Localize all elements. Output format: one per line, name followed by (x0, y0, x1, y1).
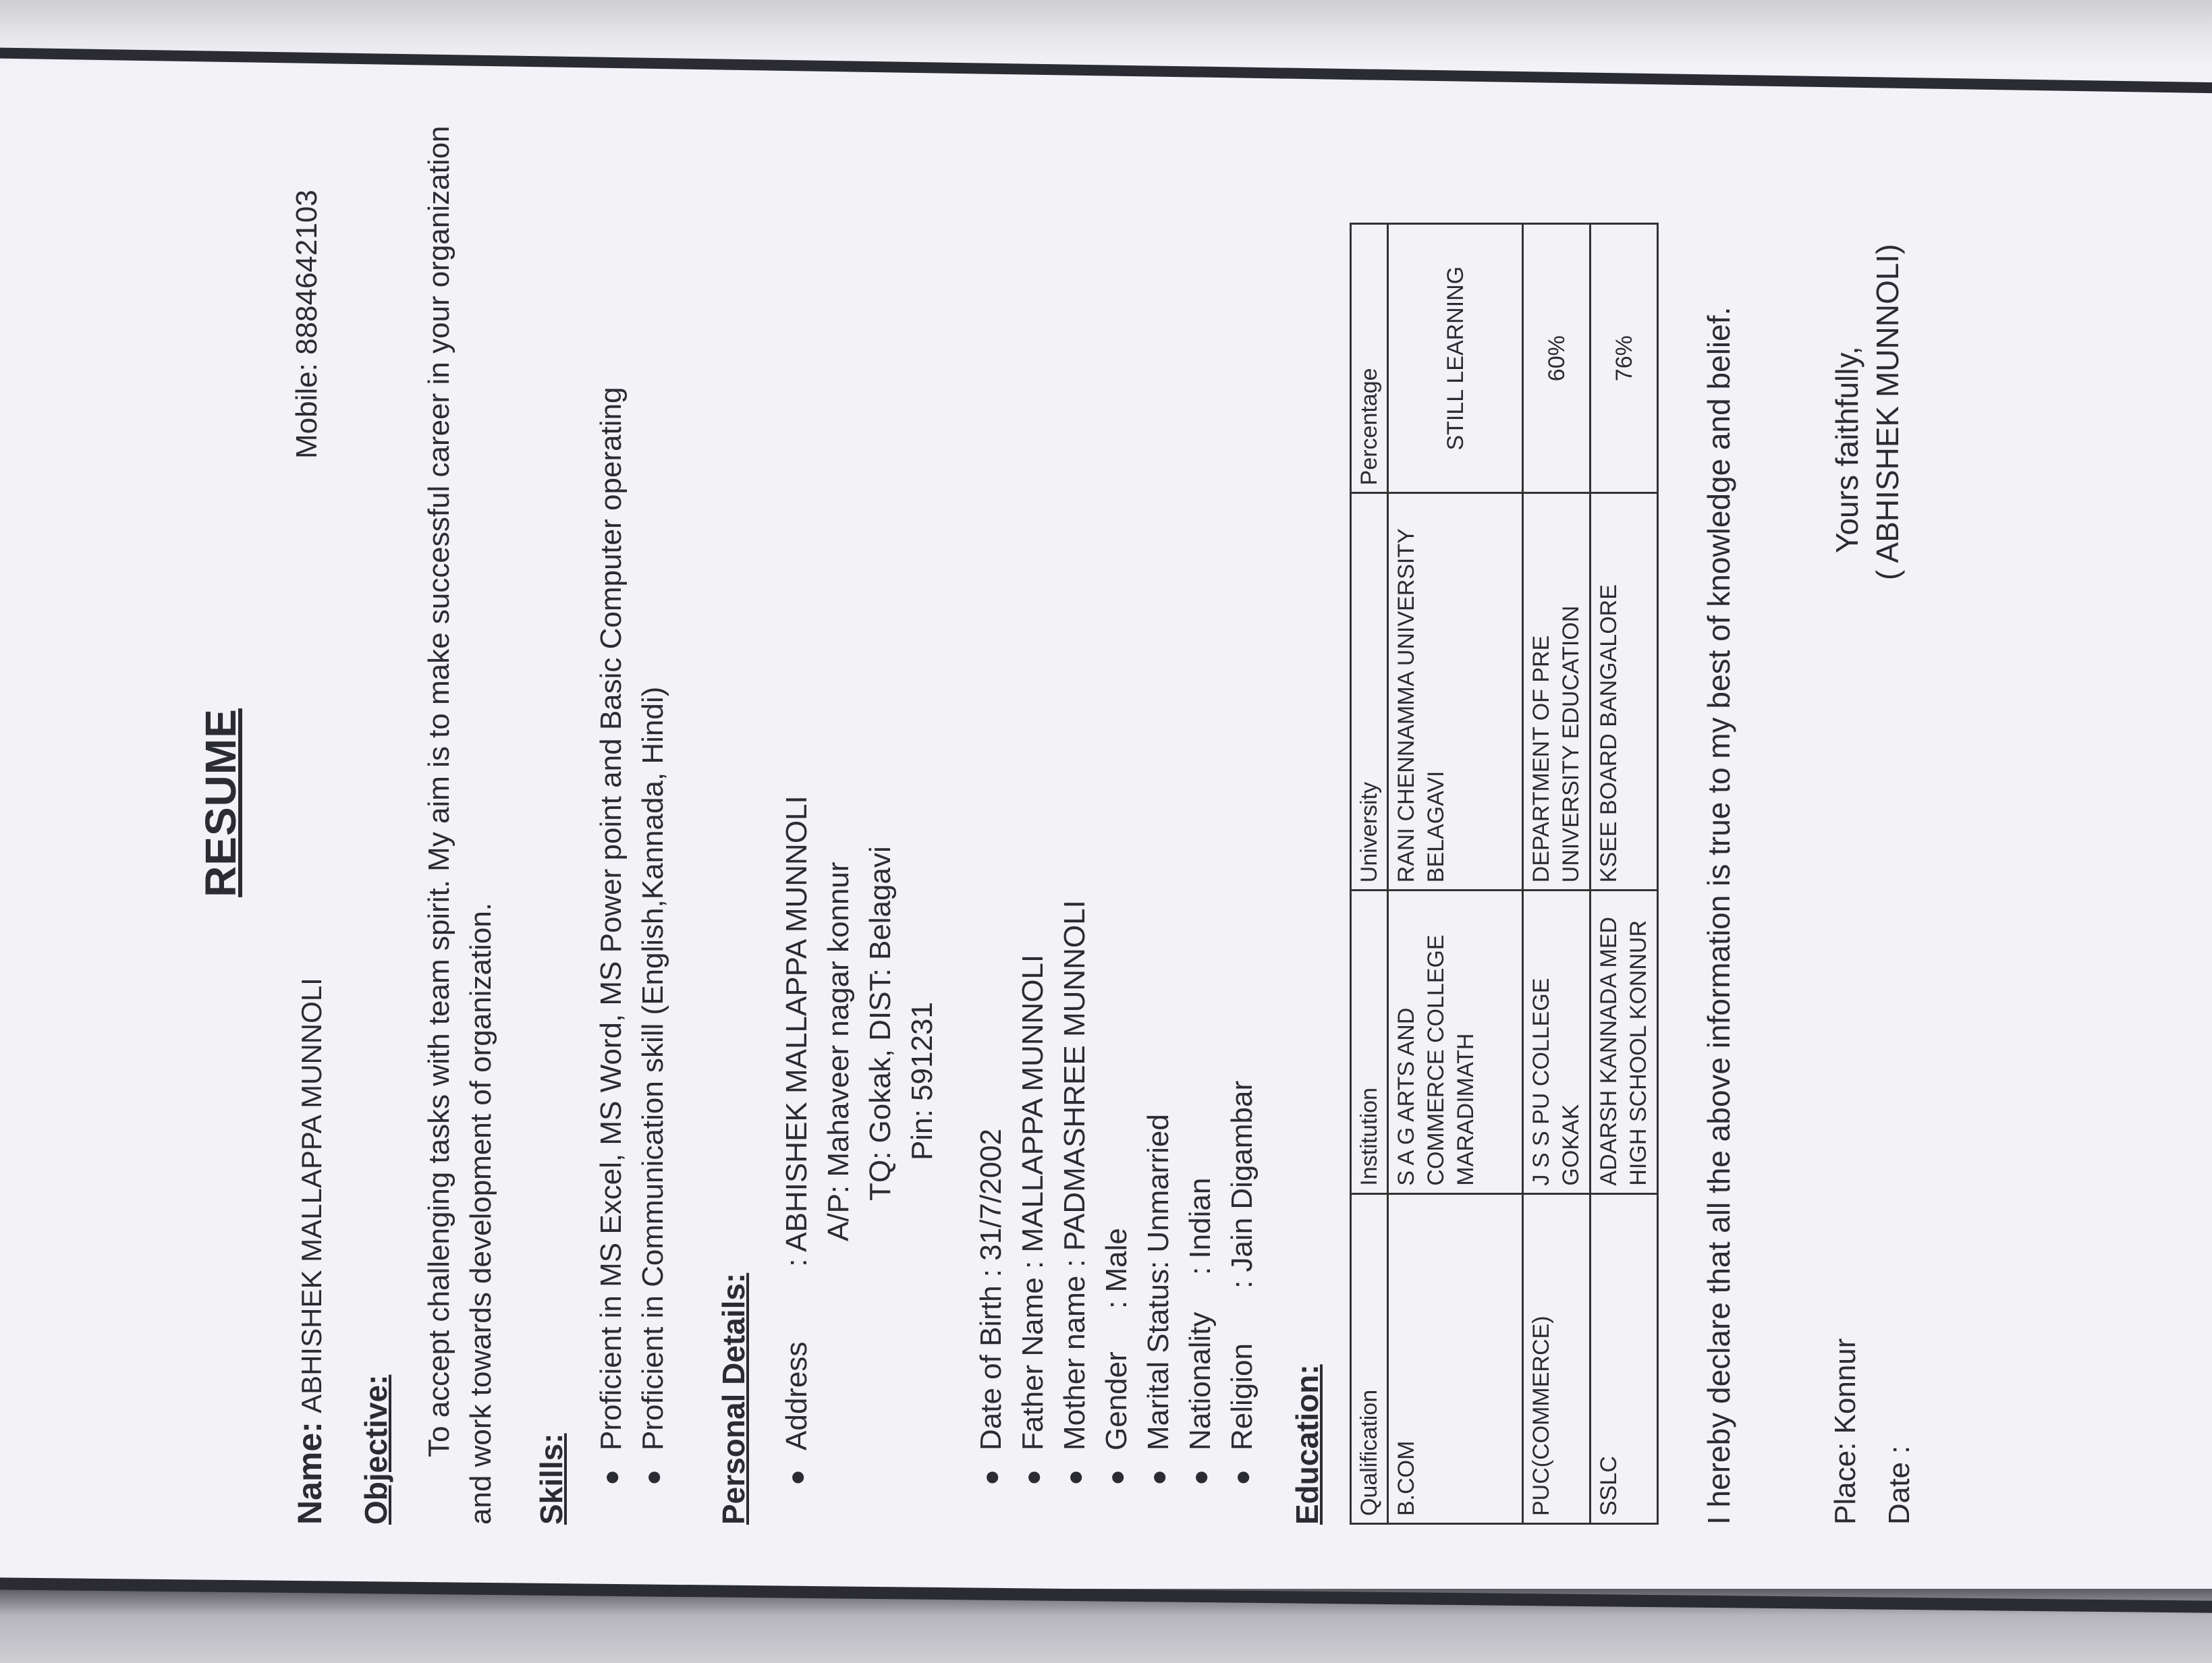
education-heading: Education: (1290, 1364, 1325, 1525)
address-item (776, 795, 943, 1498)
list-item: ● Date of Birth : 31/7/2002 (970, 795, 1012, 1498)
column-header: Qualification (1351, 1193, 1388, 1523)
resume-title: RESUME (196, 708, 245, 897)
table-cell: SSLC (1591, 1193, 1658, 1523)
table-cell: 76% (1591, 224, 1658, 493)
table-cell: KSEE BOARD BANGALORE (1591, 493, 1658, 891)
objective-text: To accept challenging tasks with team spirit. My aim is to make successful career in your organization and work towards development of organization. (422, 125, 497, 1525)
address-line: : ABHISHEK MALLAPPA MUNNOLI (780, 795, 813, 1267)
bullet-icon: ● (1060, 1469, 1090, 1486)
skills-list (590, 387, 674, 1498)
table-cell: B.COM (1388, 1193, 1523, 1523)
table-row (1388, 224, 1523, 1524)
bullet-icon: ● (597, 1469, 626, 1486)
address-line: A/P: Mahaveer nagar konnur (822, 862, 855, 1241)
list-item: ● Religion: Jain Digambar (1221, 795, 1263, 1498)
mobile-number: Mobile: 8884642103 (290, 190, 323, 459)
list-item: ● Proficient in Communication skill (English,Kannada, Hindi) (632, 387, 674, 1498)
place-line: Place: Konnur (1829, 1338, 1862, 1525)
bullet-icon: ● (782, 1469, 812, 1486)
name-label: Name: (291, 1421, 329, 1525)
column-header: University (1351, 493, 1388, 891)
resume-page (196, 81, 1916, 1525)
list-item: ● Proficient in MS Excel, MS Word, MS Power point and Basic Computer operating (590, 387, 632, 1498)
address-line: TQ: Gokak, DIST: Belagavi (864, 846, 897, 1201)
name-row (290, 81, 329, 1525)
personal-details-list (776, 795, 1263, 1498)
table-cell: STILL LEARNING (1388, 224, 1523, 493)
table-cell: RANI CHENNAMMA UNIVERSITY BELAGAVI (1388, 493, 1523, 891)
list-item: ● Mother name : PADMASHREE MUNNOLI (1054, 795, 1096, 1498)
bullet-icon: ● (1102, 1469, 1132, 1486)
bullet-icon: ● (1186, 1469, 1215, 1486)
table-cell: PUC(COMMERCE) (1523, 1193, 1591, 1523)
list-item: ● Father Name : MALLAPPA MUNNOLI (1012, 795, 1054, 1498)
list-item: ● Marital Status: Unmarried (1138, 795, 1180, 1498)
closing-line: Yours faithfully, (1829, 346, 1864, 553)
table-cell: DEPARTMENT OF PRE UNIVERSITY EDUCATION (1523, 493, 1591, 891)
table-cell: ADARSH KANNADA MED HIGH SCHOOL KONNUR (1591, 891, 1658, 1193)
address-line: Pin: 591231 (906, 1002, 939, 1160)
declaration-text: I hereby declare that all the above information is true to my best of knowledge and belief. (1701, 306, 1736, 1525)
date-line: Date : (1883, 1445, 1916, 1525)
personal-heading: Personal Details: (716, 1272, 751, 1525)
table-cell: 60% (1523, 224, 1591, 493)
column-header: Percentage (1351, 224, 1388, 493)
list-item: ● Gender: Male (1096, 795, 1138, 1498)
address-label: Address (780, 1341, 813, 1450)
objective-heading: Objective: (358, 1374, 393, 1525)
education-table (1350, 223, 1659, 1525)
bullet-icon: ● (1018, 1469, 1048, 1486)
table-cell: S A G ARTS AND COMMERCE COLLEGE MARADIMATH (1388, 891, 1523, 1193)
bullet-icon: ● (638, 1469, 668, 1486)
bullet-icon: ● (1144, 1469, 1173, 1486)
column-header: Institution (1351, 891, 1388, 1193)
table-cell: J S S PU COLLEGE GOKAK (1523, 891, 1591, 1193)
bullet-icon: ● (1227, 1469, 1257, 1486)
name-value: ABHISHEK MALLAPPA MUNNOLI (296, 978, 327, 1413)
skills-heading: Skills: (534, 1433, 569, 1525)
bullet-icon: ● (976, 1469, 1006, 1486)
table-row (1523, 224, 1591, 1524)
signature-name: ( ABHISHEK MUNNOLI) (1870, 244, 1905, 580)
list-item: ● Nationality: Indian (1180, 795, 1221, 1498)
table-header-row (1351, 224, 1388, 1524)
table-row (1591, 224, 1658, 1524)
